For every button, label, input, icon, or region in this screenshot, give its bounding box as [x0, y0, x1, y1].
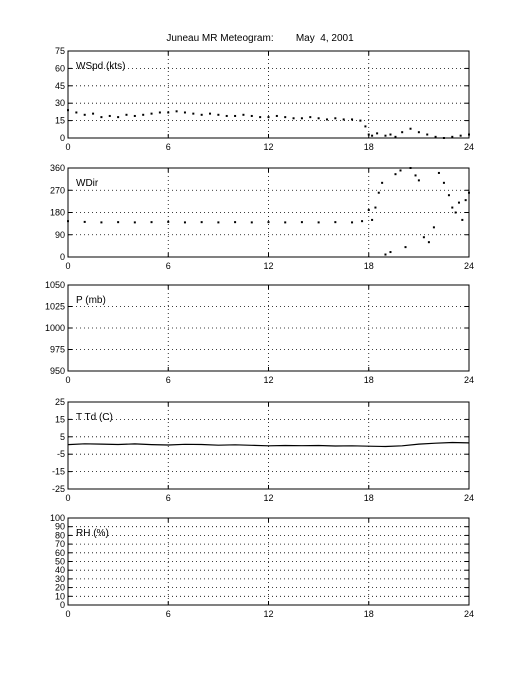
- panel-wspd-point: [359, 120, 361, 122]
- panel-wspd-point: [268, 116, 270, 118]
- panel-wspd-xtick-label: 0: [65, 142, 71, 152]
- panel-wdir-point: [67, 220, 69, 222]
- panel-wspd: [55, 46, 474, 152]
- panel-wspd-xtick-label: 12: [263, 142, 274, 152]
- panel-rh-ytick-label: 80: [54, 530, 65, 541]
- panel-p-ytick-label: 950: [49, 366, 65, 376]
- panel-p-ytick-label: 1025: [44, 301, 65, 312]
- panel-wspd-point: [389, 134, 391, 136]
- panel-p-xtick-label: 6: [165, 375, 171, 385]
- panel-wdir-point: [184, 221, 186, 223]
- panel-wspd-point: [376, 132, 378, 134]
- panel-wspd-point: [293, 117, 295, 119]
- panel-wdir-point: [134, 221, 136, 223]
- panel-p: [45, 280, 474, 385]
- panel-wdir-point: [201, 221, 203, 223]
- panel-rh-label: RH (%): [76, 528, 109, 539]
- panel-wdir-point: [84, 221, 86, 223]
- panel-rh-ytick-label: 20: [54, 582, 65, 593]
- title-station: Juneau MR Meteogram:: [166, 33, 274, 44]
- panel-p-label: P (mb): [76, 295, 106, 306]
- panel-wdir-point: [151, 221, 153, 223]
- panel-rh-xtick-label: 0: [65, 609, 71, 619]
- panel-rh-ytick-label: 70: [54, 539, 65, 550]
- panel-p-xtick-label: 24: [463, 375, 475, 385]
- panel-wdir-point: [458, 202, 460, 204]
- panel-wspd-frame: [68, 51, 469, 138]
- panel-wdir-point: [418, 179, 420, 181]
- panel-wspd-point: [309, 116, 311, 118]
- panel-wspd-point: [351, 118, 353, 120]
- panel-wspd-point: [326, 118, 328, 120]
- panel-wspd-ytick-label: 60: [54, 63, 65, 74]
- panel-wspd-point: [334, 117, 336, 119]
- panel-wspd-point: [251, 115, 253, 117]
- panel-wdir-xtick-label: 12: [263, 261, 274, 271]
- panel-wdir-point: [217, 221, 219, 223]
- panel-wspd-point: [109, 115, 111, 117]
- panel-wdir-xtick-label: 24: [463, 261, 475, 271]
- panel-wspd-ytick-label: 30: [54, 98, 65, 109]
- panel-wdir-point: [428, 241, 430, 243]
- panel-wspd-point: [259, 116, 261, 118]
- panel-wspd-xtick-label: 6: [165, 142, 171, 152]
- panel-wspd-point: [192, 113, 194, 115]
- panel-wdir-point: [268, 221, 270, 223]
- panel-wspd-xtick-label: 24: [463, 142, 475, 152]
- panel-p-xtick-label: 0: [65, 375, 71, 385]
- panel-wspd-point: [394, 136, 396, 138]
- panel-wspd-label: WSpd (kts): [76, 61, 126, 72]
- panel-wspd-point: [276, 115, 278, 117]
- panel-t-label: T Td (C): [76, 412, 113, 423]
- panel-p-ytick-label: 975: [49, 344, 65, 355]
- panel-wdir-label: WDir: [76, 178, 99, 189]
- panel-p-ytick-label: 1050: [44, 280, 65, 290]
- panel-wdir-xtick-label: 0: [65, 261, 71, 271]
- panel-wdir-point: [368, 209, 370, 211]
- panel-wspd-point: [176, 110, 178, 112]
- panel-wdir-point: [468, 192, 470, 194]
- panel-wdir-point: [318, 221, 320, 223]
- panel-wspd-point: [368, 134, 370, 136]
- panel-wspd-point: [125, 114, 127, 116]
- panel-wdir-point: [117, 221, 119, 223]
- panel-p-xtick-label: 12: [263, 375, 274, 385]
- panel-wdir-point: [381, 182, 383, 184]
- panel-wspd-point: [217, 114, 219, 116]
- panel-wdir-point: [378, 192, 380, 194]
- panel-wspd-point: [67, 109, 69, 111]
- panel-wspd-point: [234, 115, 236, 117]
- panel-wspd-point: [301, 117, 303, 119]
- panel-wdir-point: [301, 221, 303, 223]
- panel-rh-xtick-label: 18: [363, 609, 374, 619]
- panel-wspd-point: [226, 115, 228, 117]
- panel-wdir-point: [443, 182, 445, 184]
- panel-rh-ytick-label: 60: [54, 547, 65, 558]
- panel-wdir-point: [167, 221, 169, 223]
- panel-rh-ytick-label: 50: [54, 556, 65, 567]
- title-date: May 4, 2001: [295, 33, 354, 44]
- panel-wdir-point: [371, 219, 373, 221]
- panel-wdir-ytick-label: 0: [59, 252, 65, 262]
- panel-wdir-point: [234, 221, 236, 223]
- panel-wdir-point: [251, 221, 253, 223]
- panel-wspd-ytick-label: 75: [54, 46, 65, 56]
- panel-t-ytick-label: 15: [54, 414, 65, 425]
- panel-wdir-ytick-label: 180: [49, 207, 65, 218]
- panel-wdir-point: [433, 226, 435, 228]
- panel-wspd-point: [418, 131, 420, 133]
- panel-t-xtick-label: 6: [165, 493, 171, 503]
- panel-wdir-point: [410, 167, 412, 169]
- panel-wspd-point: [318, 117, 320, 119]
- panel-wspd-point: [364, 125, 366, 127]
- panel-rh-xtick-label: 12: [263, 609, 274, 619]
- panel-t-ytick-label: -5: [56, 449, 65, 460]
- panel-wdir-point: [405, 246, 407, 248]
- panel-wdir-point: [461, 219, 463, 221]
- panel-wdir-point: [451, 207, 453, 209]
- panel-wspd-point: [468, 134, 470, 136]
- panel-p-ytick-label: 1000: [44, 323, 65, 333]
- panel-wdir-point: [438, 172, 440, 174]
- panel-wdir-point: [455, 212, 457, 214]
- panel-rh-ytick-label: 100: [49, 513, 65, 523]
- panel-wspd-point: [443, 137, 445, 139]
- panel-wdir-ytick-label: 360: [49, 163, 65, 173]
- panel-wdir-point: [394, 173, 396, 175]
- panel-wspd-point: [151, 113, 153, 115]
- panel-wdir-ytick-label: 270: [49, 185, 65, 196]
- panel-rh: [50, 513, 474, 619]
- panel-p-xtick-label: 18: [363, 375, 374, 385]
- panel-wdir-point: [389, 251, 391, 253]
- panel-t-ytick-label: -15: [51, 466, 65, 477]
- panel-wspd-point: [284, 116, 286, 118]
- panel-rh-ytick-label: 40: [54, 565, 65, 576]
- panel-wspd-point: [100, 116, 102, 118]
- panel-rh-xtick-label: 24: [463, 609, 475, 619]
- panel-wdir-point: [374, 207, 376, 209]
- panel-wdir-point: [448, 194, 450, 196]
- panel-wspd-point: [75, 111, 77, 113]
- panel-wdir-point: [423, 236, 425, 238]
- panel-wspd-point: [410, 128, 412, 130]
- panel-wspd-point: [384, 135, 386, 137]
- panel-wspd-point: [84, 114, 86, 116]
- panel-wspd-point: [242, 114, 244, 116]
- panel-t-xtick-label: 24: [463, 493, 475, 503]
- panel-wdir-ytick-label: 90: [54, 229, 65, 240]
- panel-wspd-point: [201, 114, 203, 116]
- panel-wdir-point: [351, 221, 353, 223]
- panel-wdir-point: [284, 221, 286, 223]
- panel-wspd-point: [343, 118, 345, 120]
- panel-wdir-point: [415, 174, 417, 176]
- panel-wspd-point: [142, 114, 144, 116]
- panel-wspd-point: [426, 134, 428, 136]
- panel-t-xtick-label: 18: [363, 493, 374, 503]
- panel-wspd-point: [159, 111, 161, 113]
- panel-t-ytick-label: -25: [51, 484, 65, 494]
- panel-rh-ytick-label: 0: [59, 600, 65, 610]
- panel-wspd-point: [117, 116, 119, 118]
- panel-wdir: [50, 163, 474, 271]
- panel-rh-ytick-label: 90: [54, 521, 65, 532]
- panel-wspd-xtick-label: 18: [363, 142, 374, 152]
- panel-t-ytick-label: 5: [59, 431, 65, 442]
- panel-wspd-point: [92, 113, 94, 115]
- panel-t-xtick-label: 0: [65, 493, 71, 503]
- panel-wspd-ytick-label: 45: [54, 80, 65, 91]
- panel-wdir-point: [334, 221, 336, 223]
- panel-wspd-point: [451, 136, 453, 138]
- panel-wspd-point: [134, 115, 136, 117]
- panel-wspd-point: [184, 111, 186, 113]
- panel-t-ytick-label: 25: [54, 397, 65, 407]
- panel-rh-ytick-label: 10: [54, 591, 65, 602]
- panel-wdir-point: [384, 254, 386, 256]
- panel-rh-ytick-label: 30: [54, 573, 65, 584]
- panel-t-series-line: [68, 443, 469, 447]
- panel-wdir-point: [100, 221, 102, 223]
- panel-wspd-ytick-label: 0: [59, 133, 65, 143]
- panel-wspd-point: [209, 113, 211, 115]
- panel-wspd-point: [435, 136, 437, 138]
- panel-wdir-xtick-label: 6: [165, 261, 171, 271]
- panel-rh-xtick-label: 6: [165, 609, 171, 619]
- panel-wdir-xtick-label: 18: [363, 261, 374, 271]
- panel-wspd-point: [460, 135, 462, 137]
- panel-wdir-point: [399, 169, 401, 171]
- panel-t-xtick-label: 12: [263, 493, 274, 503]
- panel-wspd-point: [371, 135, 373, 137]
- panel-wspd-ytick-label: 15: [54, 115, 65, 126]
- panel-t: [52, 397, 474, 503]
- panel-wdir-point: [465, 199, 467, 201]
- panel-wspd-point: [167, 111, 169, 113]
- panel-wspd-point: [401, 131, 403, 133]
- panel-wdir-point: [361, 220, 363, 222]
